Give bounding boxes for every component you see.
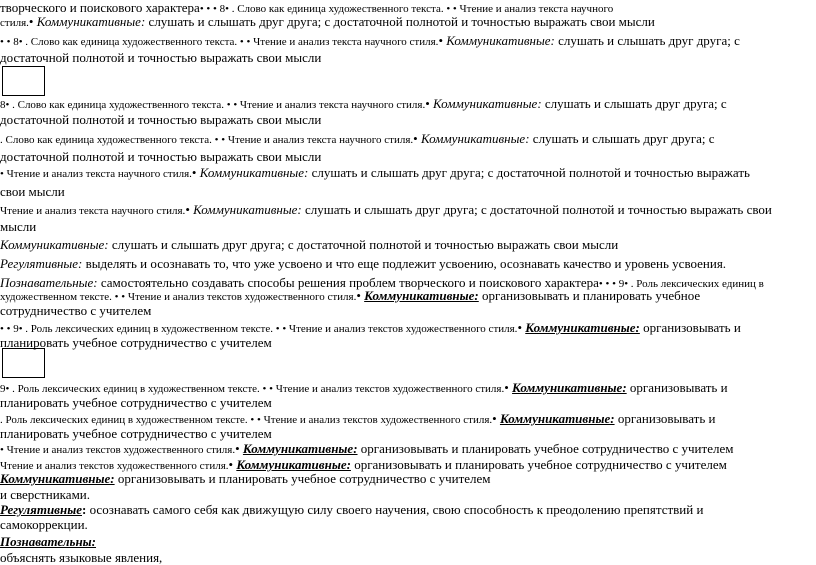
text-segment: • bbox=[413, 131, 421, 146]
text-line bbox=[0, 237, 814, 252]
text-segment: планировать учебное сотрудничество с учителем bbox=[0, 395, 272, 410]
text-segment: • Чтение и анализ текста научного стиля. bbox=[0, 168, 192, 180]
text-line bbox=[0, 303, 814, 318]
text-line bbox=[0, 426, 814, 441]
text-segment: достаточной полнотой и точностью выражать свои мысли bbox=[0, 50, 322, 65]
text-segment: Познавательные: bbox=[0, 275, 98, 290]
text-segment: • bbox=[235, 441, 243, 456]
text-segment: Чтение и анализ текста научного стиля. bbox=[0, 205, 186, 217]
text-segment: достаточной полнотой и точностью выражать свои мысли bbox=[0, 149, 322, 164]
text-segment: слушать и слышать друг друга; с достаточной полнотой и точностью выражать свои мысли bbox=[145, 14, 655, 29]
text-segment: организовывать и bbox=[614, 411, 716, 426]
text-segment: Коммуникативные: bbox=[446, 33, 555, 48]
placeholder-box-1 bbox=[2, 66, 45, 96]
text-line bbox=[0, 149, 814, 164]
text-segment: • • 8• . Слово как единица художественного текста. • • Чтение и анализ текста научного стиля. bbox=[0, 36, 439, 48]
text-segment: организовывать и планировать учебное сотрудничество с учителем bbox=[114, 471, 491, 486]
text-segment: организовывать и bbox=[639, 320, 741, 335]
text-segment: Коммуникативные: bbox=[0, 237, 109, 252]
text-segment: Коммуникативные: bbox=[236, 457, 351, 472]
text-segment: 9• . Роль лексических единиц в художественном тексте. • • Чтение и анализ текстов художественного стиля. bbox=[0, 383, 505, 395]
text-segment: Коммуникативные: bbox=[199, 165, 309, 180]
text-segment: планировать учебное сотрудничество с учителем bbox=[0, 335, 272, 350]
text-segment: • bbox=[356, 288, 365, 303]
text-line bbox=[0, 184, 814, 199]
text-segment: • bbox=[425, 96, 434, 111]
text-line bbox=[0, 395, 814, 410]
text-segment: достаточной полнотой и точностью выражать свои мысли bbox=[0, 112, 322, 127]
text-line bbox=[0, 165, 814, 182]
text-segment: • bbox=[492, 411, 500, 426]
text-line bbox=[0, 550, 814, 565]
text-segment: слушать и слышать друг друга; с достаточной полнотой и точностью выражать свои мысли bbox=[108, 237, 619, 252]
text-segment: объяснять языковые явления, bbox=[0, 550, 163, 565]
text-line bbox=[0, 131, 814, 148]
text-segment: планировать учебное сотрудничество с учителем bbox=[0, 426, 272, 441]
text-segment: • bbox=[185, 202, 194, 217]
text-line bbox=[0, 502, 814, 517]
text-line bbox=[0, 471, 814, 486]
text-segment: сотрудничество с учителем bbox=[0, 303, 152, 318]
text-line bbox=[0, 202, 814, 219]
text-segment: Коммуникативные: bbox=[525, 320, 640, 335]
text-segment: Коммуникативные: bbox=[433, 96, 542, 111]
text-segment: стиля. bbox=[0, 17, 29, 29]
text-segment: Коммуникативные: bbox=[420, 131, 530, 146]
text-segment: художественном тексте. • • Чтение и анализ текстов художественного стиля. bbox=[0, 291, 357, 303]
text-segment: слушать и слышать друг друга; с bbox=[529, 131, 715, 146]
text-line bbox=[0, 534, 814, 549]
text-segment: Коммуникативные: bbox=[193, 202, 302, 217]
text-segment: слушать и слышать друг друга; с bbox=[554, 33, 740, 48]
text-segment: организовывать и bbox=[626, 380, 728, 395]
text-line bbox=[0, 256, 814, 271]
text-line bbox=[0, 112, 814, 127]
text-line bbox=[0, 96, 814, 113]
text-segment: слушать и слышать друг друга; с bbox=[541, 96, 727, 111]
text-segment: • bbox=[438, 33, 447, 48]
placeholder-box-2 bbox=[2, 348, 45, 378]
text-segment: • • 9• . Роль лексических единиц в художественном тексте. • • Чтение и анализ текстов художественного стиля. bbox=[0, 323, 518, 335]
text-line bbox=[0, 335, 814, 350]
text-segment: • bbox=[191, 165, 200, 180]
text-segment: • Чтение и анализ текстов художественного стиля. bbox=[0, 444, 236, 456]
text-segment: самостоятельно создавать способы решения проблем творческого и поискового характера bbox=[97, 275, 599, 290]
text-segment: Коммуникативные: bbox=[512, 380, 627, 395]
text-segment: Познавательны: bbox=[0, 534, 97, 549]
text-segment: осознавать самого себя как движущую силу своего научения, свою способность к преодолению препятствий и bbox=[86, 502, 704, 517]
text-line bbox=[0, 14, 814, 31]
text-line bbox=[0, 441, 814, 458]
text-line bbox=[0, 517, 814, 532]
text-segment: организовывать и планировать учебное bbox=[478, 288, 701, 303]
text-segment: 8• . Слово как единица художественного текста. • • Чтение и анализ текста научного стиля. bbox=[0, 99, 426, 111]
text-line bbox=[0, 33, 814, 50]
text-segment: слушать и слышать друг друга; с достаточной полнотой и точностью выражать bbox=[308, 165, 750, 180]
text-segment: Коммуникативные: bbox=[364, 288, 479, 303]
text-segment: . Слово как единица художественного текста. • • Чтение и анализ текста научного стиля. bbox=[0, 134, 414, 146]
text-segment: слушать и слышать друг друга; с достаточной полнотой и точностью выражать свои bbox=[301, 202, 772, 217]
text-segment: свои мысли bbox=[0, 184, 65, 199]
text-segment: выделять и осознавать то, что уже усвоено и что еще подлежит усвоению, осознавать качество и уровень усвоения. bbox=[82, 256, 727, 271]
text-segment: • • • 8• . Слово как единица художественного текста. • • Чтение и анализ текста научного bbox=[199, 3, 614, 15]
text-segment: • bbox=[517, 320, 526, 335]
text-segment: самокоррекции. bbox=[0, 517, 88, 532]
text-segment: Коммуникативные: bbox=[499, 411, 615, 426]
text-line bbox=[0, 487, 814, 502]
text-segment: : bbox=[82, 502, 87, 517]
text-segment: организовывать и планировать учебное сотрудничество с учителем bbox=[357, 441, 734, 456]
text-segment: . Роль лексических единиц в художественном тексте. • • Чтение и анализ текстов художественного стиля. bbox=[0, 414, 493, 426]
text-segment: • bbox=[228, 457, 237, 472]
text-segment: • bbox=[504, 380, 513, 395]
text-line bbox=[0, 219, 814, 234]
text-segment: и сверстниками. bbox=[0, 487, 90, 502]
text-line bbox=[0, 50, 814, 65]
text-segment: Коммуникативные: bbox=[242, 441, 358, 456]
text-segment: Коммуникативные: bbox=[36, 14, 146, 29]
text-segment: творческого и поискового характера bbox=[0, 0, 200, 15]
text-segment: Регулятивные: bbox=[0, 256, 83, 271]
text-segment: • • • 9• . Роль лексических единиц в bbox=[598, 278, 764, 290]
text-segment: • bbox=[28, 14, 37, 29]
text-segment: Чтение и анализ текстов художественного стиля. bbox=[0, 460, 229, 472]
text-segment: Регулятивные bbox=[0, 502, 82, 517]
text-segment: Коммуникативные: bbox=[0, 471, 115, 486]
text-segment: организовывать и планировать учебное сотрудничество с учителем bbox=[350, 457, 727, 472]
text-segment: мысли bbox=[0, 219, 37, 234]
